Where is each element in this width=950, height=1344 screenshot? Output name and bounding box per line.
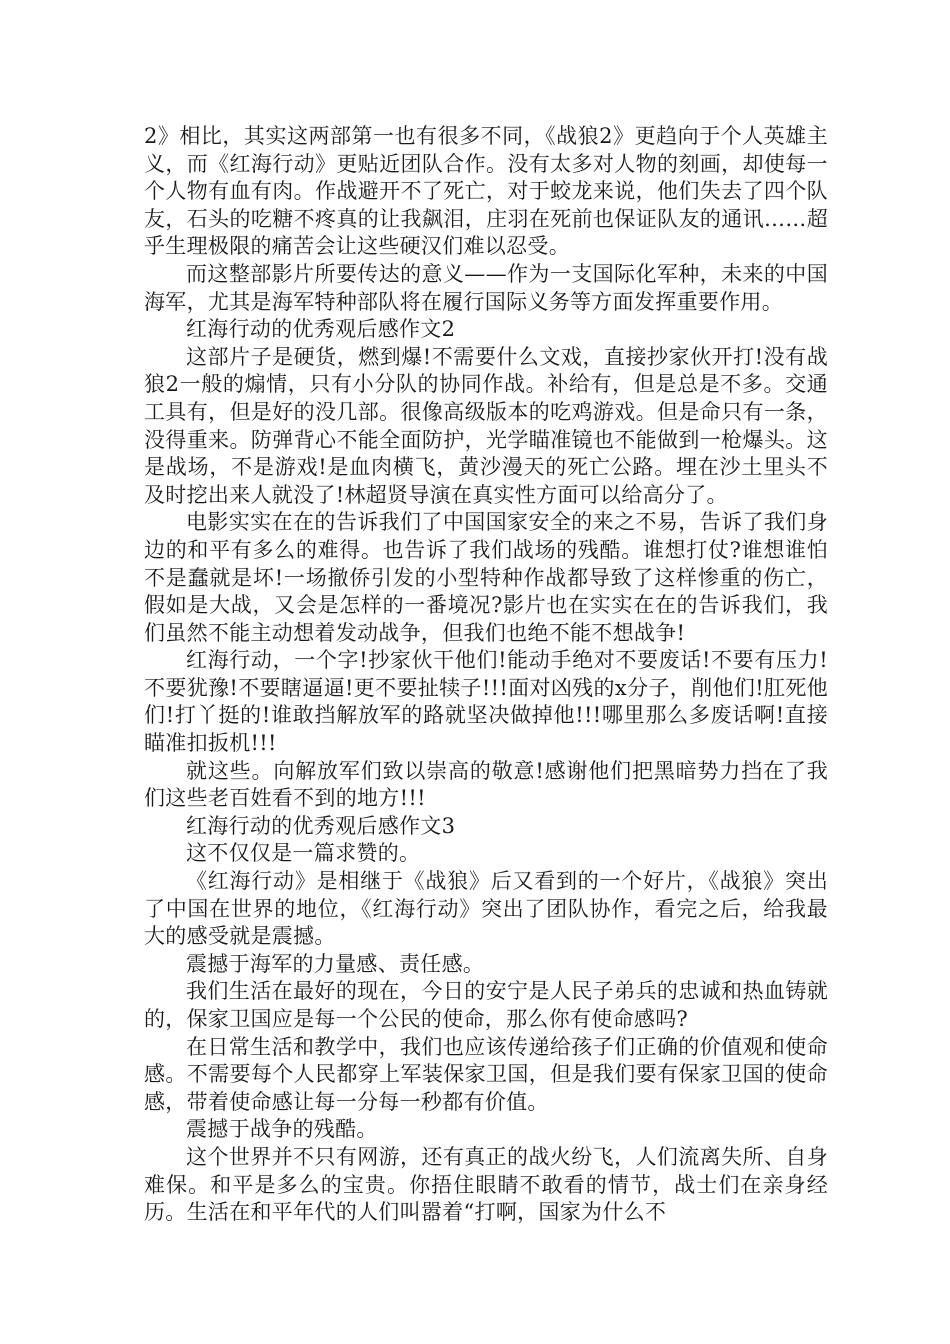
paragraph: 这不仅仅是一篇求赞的。 [186, 841, 421, 866]
paragraph: 在日常生活和教学中，我们也应该传递给孩子们正确的价值观和使命感。不需要每个人民都穿上军装保家卫国，但是我们要有保家卫国的使命感，带着使命感让每一分每一秒都有价值。 [144, 1034, 828, 1114]
paragraph-continuation: 2》相比，其实这两部第一也有很多不同，《战狼2》更趋向于个人英雄主义，而《红海行动》更贴近团队合作。没有太多对人物的刻画，却使每一个人物有血有肉。作战避开不了死亡，对于蛟龙来说，他们失去了四个队友，石头的吃糖不疼真的让我飙泪，庄羽在死前也保证队友的通讯……超乎生理极限的痛苦会让这些硬汉们难以忍受。 [144, 124, 828, 259]
document-body [144, 123, 828, 1227]
essay-heading: 红海行动的优秀观后感作文3 [186, 813, 456, 838]
paragraph: 《红海行动》是相继于《战狼》后又看到的一个好片，《战狼》突出了中国在世界的地位，《红海行动》突出了团队协作，看完之后，给我最大的感受就是震撼。 [144, 869, 828, 949]
paragraph: 就这些。向解放军们致以崇高的敬意!感谢他们把黑暗势力挡在了我们这些老百姓看不到的地方!!! [144, 758, 828, 811]
paragraph: 这部片子是硬货，燃到爆!不需要什么文戏，直接抄家伙开打!没有战狼2一般的煽情，只有小分队的协同作战。补给有，但是总是不多。交通工具有，但是好的没几部。很像高级版本的吃鸡游戏。但是命只有一条，没得重来。防弹背心不能全面防护，光学瞄准镜也不能做到一枪爆头。这是战场，不是游戏!是血肉横飞，黄沙漫天的死亡公路。埋在沙土里头不及时挖出来人就没了!林超贤导演在真实性方面可以给高分了。 [144, 344, 828, 507]
essay-heading: 红海行动的优秀观后感作文2 [186, 317, 456, 342]
paragraph: 我们生活在最好的现在，今日的安宁是人民子弟兵的忠诚和热血铸就的，保家卫国应是每一个公民的使命，那么你有使命感吗? [144, 979, 828, 1031]
paragraph: 震撼于海军的力量感、责任感。 [186, 951, 485, 976]
paragraph: 震撼于战争的残酷。 [186, 1117, 378, 1142]
paragraph: 红海行动，一个字!抄家伙干他们!能动手绝对不要废话!不要有压力!不要犹豫!不要瞎逼逼!更不要扯犊子!!!面对凶残的x分子，削他们!肛死他们!打丫挺的!谁敢挡解放军的路就坚决做掉他!!!哪里那么多废话啊!直接瞄准扣扳机!!! [144, 648, 828, 756]
paragraph: 电影实实在在的告诉我们了中国国家安全的来之不易，告诉了我们身边的和平有多么的难得。也告诉了我们战场的残酷。谁想打仗?谁想谁怕不是蠢就是坏!一场撤侨引发的小型特种作战都导致了这样惨重的伤亡，假如是大战，又会是怎样的一番境况?影片也在实实在在的告诉我们，我们虽然不能主动想着发动战争，但我们也绝不能不想战争! [144, 510, 828, 645]
paragraph: 这个世界并不只有网游，还有真正的战火纷飞，人们流离失所、自身难保。和平是多么的宝贵。你捂住眼睛不敢看的情节，战士们在亲身经历。生活在和平年代的人们叫嚣着“打啊，国家为什么不 [144, 1144, 828, 1225]
paragraph: 而这整部影片所要传达的意义——作为一支国际化军种，未来的中国海军，尤其是海军特种部队将在履行国际义务等方面发挥重要作用。 [144, 261, 828, 314]
